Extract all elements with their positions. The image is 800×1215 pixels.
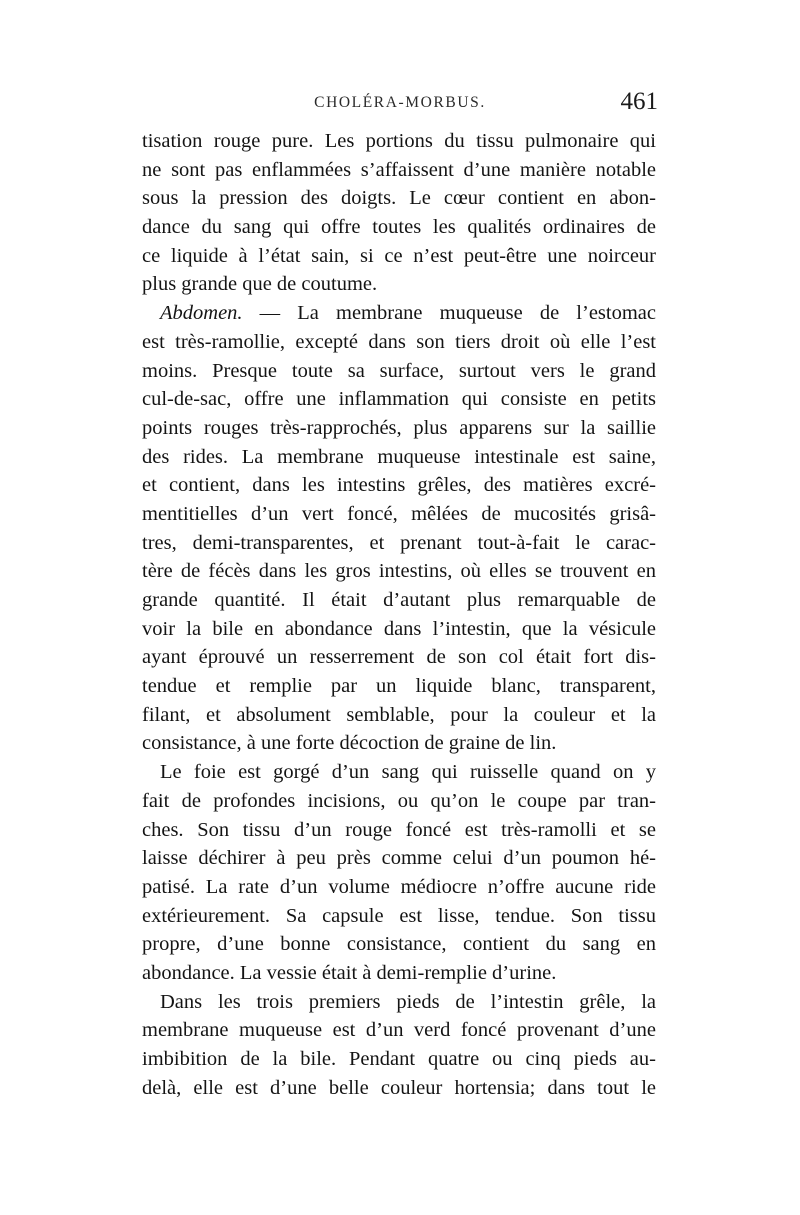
- line-text: ayant éprouvé un resserrement de son col était fort dis-: [142, 646, 656, 669]
- line-text: ches. Son tissu d’un rouge foncé est très-ramolli et se: [142, 818, 656, 841]
- text-line: [142, 643, 656, 672]
- line-text: Dans les trois premiers pieds de l’intestin grêle, la: [160, 990, 656, 1013]
- text-line: [142, 1016, 656, 1045]
- text-line: [142, 902, 656, 931]
- running-header: [142, 88, 658, 124]
- line-text: patisé. La rate d’un volume médiocre n’offre aucune ride: [142, 875, 656, 898]
- text-line: [142, 615, 656, 644]
- line-text: filant, et absolument semblable, pour la couleur et la: [142, 703, 656, 726]
- line-text: propre, d’une bonne consistance, contient du sang en: [142, 933, 656, 956]
- text-line: [142, 672, 656, 701]
- line-text: membrane muqueuse est d’un verd foncé provenant d’une: [142, 1019, 656, 1042]
- text-line: [142, 1045, 656, 1074]
- line-text: fait de profondes incisions, ou qu’on le coupe par tran-: [142, 789, 656, 812]
- text-line: [142, 787, 656, 816]
- line-text: mentitielles d’un vert foncé, mêlées de mucosités grisâ-: [142, 502, 656, 525]
- line-text: dance du sang qui offre toutes les qualités ordinaires de: [142, 216, 656, 239]
- text-line: [142, 443, 656, 472]
- text-line: [142, 701, 656, 730]
- line-text: tendue et remplie par un liquide blanc, transparent,: [142, 675, 656, 698]
- text-line: [142, 758, 656, 787]
- text-line: [142, 357, 656, 386]
- text-line: [142, 414, 656, 443]
- text-line: [142, 586, 656, 615]
- text-line: [142, 242, 656, 271]
- line-text: voir la bile en abondance dans l’intestin, que la vésicule: [142, 617, 656, 640]
- line-text: Le foie est gorgé d’un sang qui ruisselle quand on y: [160, 761, 656, 784]
- line-text: sous la pression des doigts. Le cœur contient en abon-: [142, 187, 656, 210]
- line-text: tisation rouge pure. Les portions du tissu pulmonaire qui: [142, 130, 656, 152]
- line-text: abondance. La vessie était à demi-remplie d’urine.: [142, 961, 557, 984]
- text-line: [142, 729, 656, 758]
- line-text: extérieurement. Sa capsule est lisse, tendue. Son tissu: [142, 904, 656, 927]
- line-text: grande quantité. Il était d’autant plus remarquable de: [142, 589, 656, 611]
- text-line: [142, 844, 656, 873]
- line-text: est très-ramollie, excepté dans son tiers droit où elle l’est: [142, 330, 656, 353]
- line-text: ne sont pas enflammées s’affaissent d’une manière notable: [142, 158, 656, 181]
- text-line: [142, 816, 656, 845]
- line-text: tère de fécès dans les gros intestins, où elles se trouvent en: [142, 560, 656, 583]
- text-line: [142, 529, 656, 558]
- text-line: [142, 156, 656, 185]
- line-text: ce liquide à l’état sain, si ce n’est peut-être une noirceur: [142, 244, 656, 267]
- line-text: cul-de-sac, offre une inflammation qui consiste en petits: [142, 388, 656, 411]
- text-line: [142, 127, 656, 156]
- text-line: [142, 299, 656, 328]
- text-line: [142, 328, 656, 357]
- running-title: CHOLÉRA-MORBUS.: [314, 94, 486, 111]
- text-line: [142, 557, 656, 586]
- line-text: tres, demi-transparentes, et prenant tout-à-fait le carac-: [142, 531, 656, 554]
- text-line: [142, 500, 656, 529]
- line-text: consistance, à une forte décoction de graine de lin.: [142, 732, 557, 755]
- page-number: 461: [620, 88, 658, 115]
- text-line: [142, 873, 656, 902]
- line-text: plus grande que de coutume.: [142, 273, 378, 296]
- text-line: [142, 959, 656, 988]
- text-line: [142, 988, 656, 1017]
- text-line: [142, 270, 656, 299]
- line-text: moins. Presque toute sa surface, surtout vers le grand: [142, 359, 656, 382]
- line-text: — La membrane muqueuse de l’estomac: [242, 302, 656, 325]
- line-text: imbibition de la bile. Pendant quatre ou cinq pieds au-: [142, 1048, 656, 1070]
- line-text: delà, elle est d’une belle couleur hortensia; dans tout le: [142, 1076, 656, 1099]
- line-text: laisse déchirer à peu près comme celui d’un poumon hé-: [142, 847, 656, 870]
- line-text: et contient, dans les intestins grêles, des matières excré-: [142, 474, 656, 497]
- line-text: des rides. La membrane muqueuse intestinale est saine,: [142, 445, 656, 468]
- text-line: [142, 471, 656, 500]
- text-line: [142, 1074, 656, 1103]
- text-line: [142, 930, 656, 959]
- text-line: [142, 213, 656, 242]
- section-heading-italic: Abdomen.: [160, 302, 243, 325]
- text-line: [142, 385, 656, 414]
- body-text: [142, 127, 656, 1102]
- line-text: points rouges très-rapprochés, plus apparens sur la saillie: [142, 416, 656, 439]
- text-line: [142, 184, 656, 213]
